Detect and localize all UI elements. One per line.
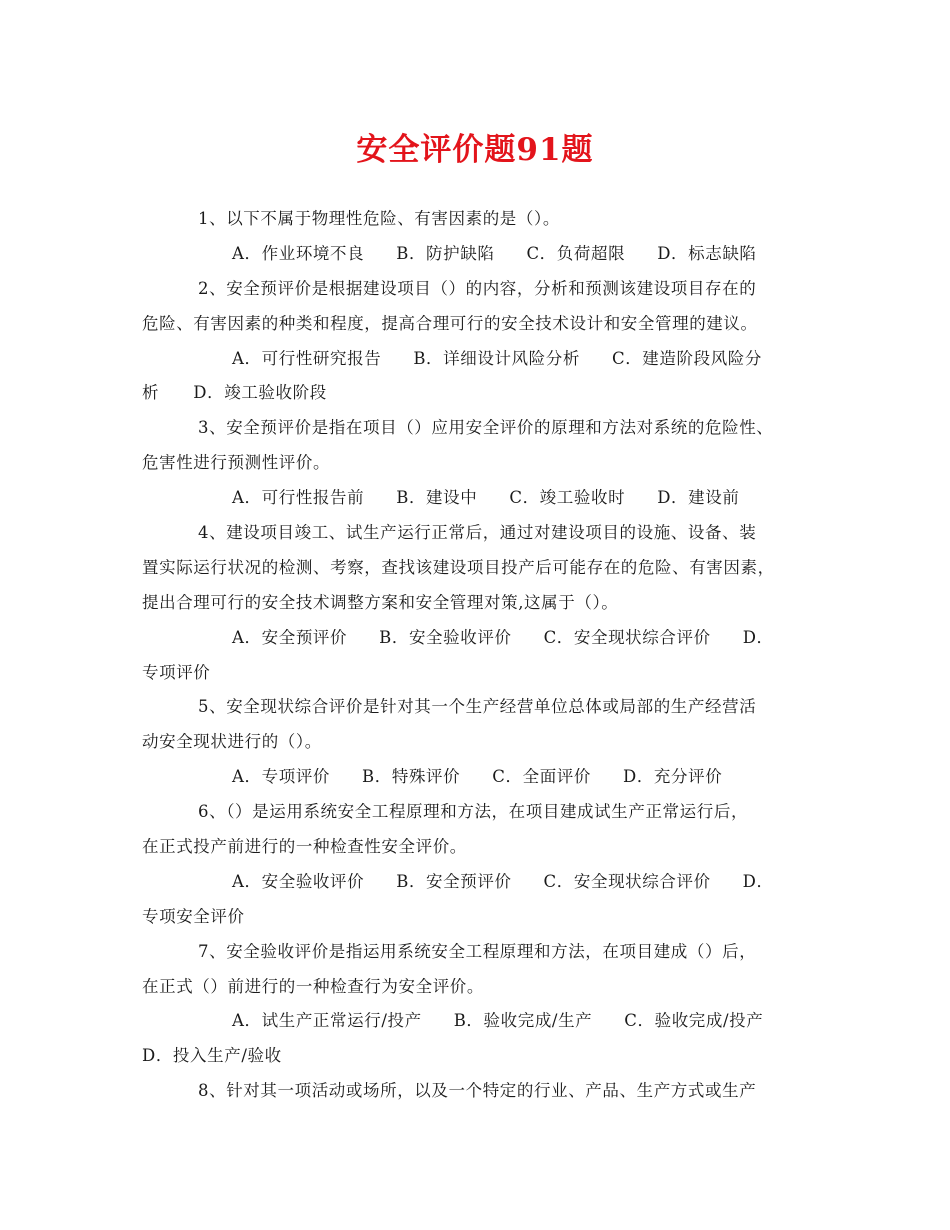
question-4-stem: 4、建设项目竣工、试生产运行正常后，通过对建设项目的设施、设备、装	[198, 523, 757, 543]
option-d: D．	[742, 627, 774, 647]
question-6-stem: 6、（）是运用系统安全工程原理和方法，在项目建成试生产正常运行后，	[198, 802, 749, 822]
question-3-options	[142, 481, 822, 516]
question-2-options	[142, 342, 822, 377]
option-d: D．充分评价	[623, 767, 723, 787]
option-a: A．作业环境不良	[232, 243, 365, 263]
option-d: D．标志缺陷	[657, 243, 757, 263]
question-1-stem: 1、以下不属于物理性危险、有害因素的是（）。	[198, 209, 560, 228]
option-b: B．安全预评价	[396, 871, 512, 891]
question-7-stem: 7、安全验收评价是指运用系统安全工程原理和方法，在项目建成（）后，	[198, 941, 757, 961]
question-7-options	[142, 1004, 822, 1039]
question-4-stem-cont: 置实际运行状况的检测、考察，查找该建设项目投产后可能存在的危险、有害因素，	[142, 557, 775, 577]
option-b: B．安全验收评价	[379, 627, 512, 647]
option-c: C．安全现状综合评价	[543, 871, 711, 891]
question-5-stem-cont: 动安全现状进行的（）。	[142, 732, 322, 752]
option-c: C．建造阶段风险分	[611, 348, 762, 368]
option-a: A．试生产正常运行/投产	[232, 1011, 422, 1031]
question-2-options-cont: 析 D．竣工验收阶段	[142, 383, 327, 403]
question-7-options-cont: D．投入生产/验收	[142, 1046, 282, 1066]
option-d: D．	[742, 871, 774, 891]
question-3-stem: 3、安全预评价是指在项目（）应用安全评价的原理和方法对系统的危险性、	[198, 418, 774, 438]
option-c: C．安全现状综合评价	[543, 627, 711, 647]
option-c: C．负荷超限	[526, 243, 626, 263]
option-b: B．特殊评价	[362, 767, 461, 787]
question-6-stem-cont: 在正式投产前进行的一种检查性安全评价。	[142, 837, 467, 857]
question-6-options	[142, 865, 822, 900]
question-5-options	[142, 760, 822, 795]
question-8-stem: 8、针对其一项活动或场所，以及一个特定的行业、产品、生产方式或生产	[198, 1081, 757, 1101]
option-c: C．竣工验收时	[509, 488, 626, 508]
document-body	[142, 202, 822, 1109]
option-a: A．可行性报告前	[232, 488, 365, 508]
option-b: B．验收完成/生产	[453, 1011, 593, 1031]
question-5-stem: 5、安全现状综合评价是针对其一个生产经营单位总体或局部的生产经营活	[198, 697, 757, 717]
option-a: A．安全预评价	[232, 627, 348, 647]
option-c: C．验收完成/投产	[624, 1011, 764, 1031]
question-4-options-cont: 专项评价	[142, 662, 211, 682]
question-2-stem-cont: 危险、有害因素的种类和程度，提高合理可行的安全技术设计和安全管理的建议。	[142, 313, 758, 333]
question-1-options	[142, 237, 822, 272]
document-title: 安全评价题91题	[356, 132, 594, 168]
question-4-stem-cont: 提出合理可行的安全技术调整方案和安全管理对策,这属于（）。	[142, 592, 619, 612]
question-3-stem-cont: 危害性进行预测性评价。	[142, 453, 331, 473]
question-2-stem: 2、安全预评价是根据建设项目（）的内容，分析和预测该建设项目存在的	[198, 278, 757, 298]
option-a: A．可行性研究报告	[232, 348, 382, 368]
question-7-stem-cont: 在正式（）前进行的一种检查行为安全评价。	[142, 976, 484, 996]
option-c: C．全面评价	[492, 767, 591, 787]
question-6-options-cont: 专项安全评价	[142, 906, 245, 926]
option-d: D．建设前	[657, 488, 740, 508]
question-4-options	[142, 621, 822, 656]
option-a: A．安全验收评价	[232, 871, 365, 891]
option-b: B．详细设计风险分析	[413, 348, 580, 368]
option-b: B．建设中	[396, 488, 478, 508]
option-b: B．防护缺陷	[396, 243, 495, 263]
option-a: A．专项评价	[232, 767, 331, 787]
